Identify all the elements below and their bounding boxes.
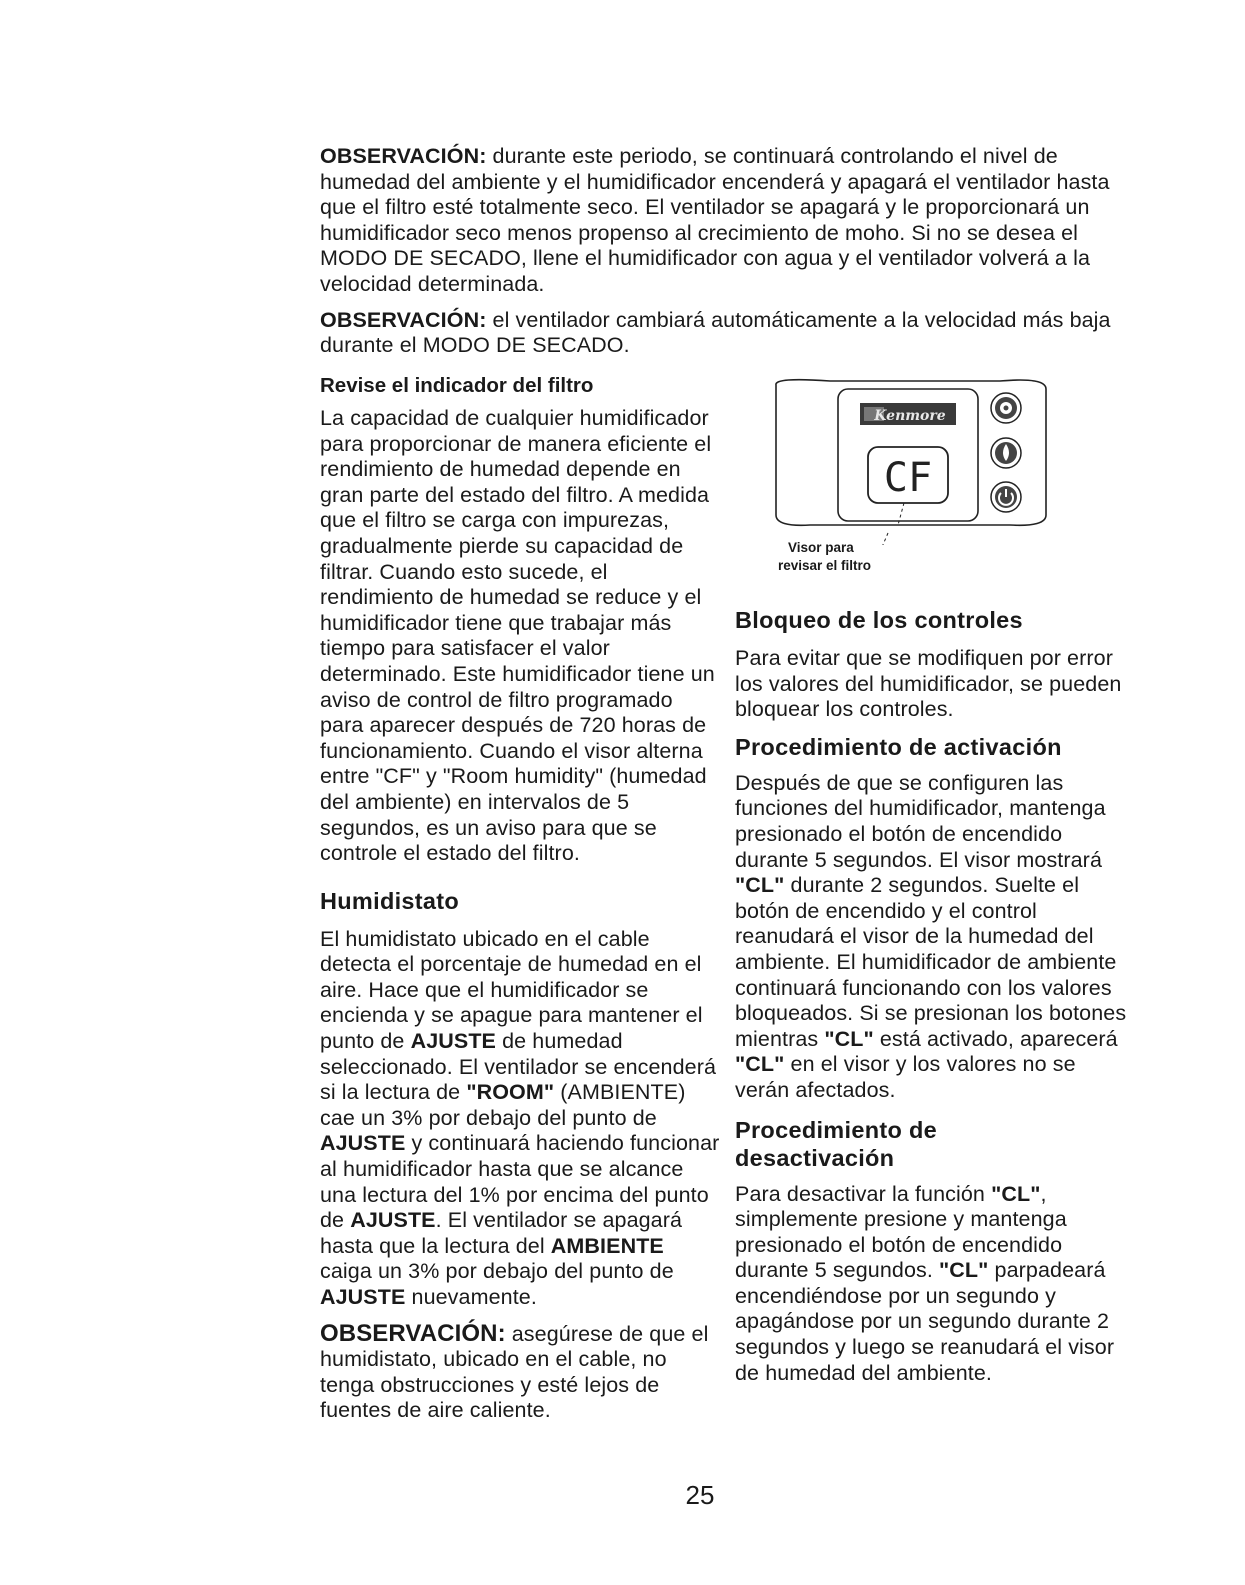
note-text: durante este periodo, se continuará controlando el nivel de humedad del ambiente y el humidificador encenderá y apagará el ventilador hasta que el filtro esté totalmente seco. El ventilador se apagará y le proporcionará un humidificador seco menos propenso al crecimiento de moho. Si no se desea el MODO DE SECADO, llene el humidificador con agua y el ventilador volverá a la velocidad determinada. — [320, 144, 1110, 296]
fan-icon — [991, 393, 1021, 423]
text-run: durante 2 segundos. Suelte el botón de encendido y el control reanudará el visor de la humedad del ambiente. El humidificador de ambiente continuará funcionando con los valores bloqueados. Si se presionan los botones mientras — [735, 873, 1127, 1051]
humidistat-heading: Humidistato — [320, 887, 460, 914]
control-panel-drawing — [770, 375, 1070, 545]
filter-indicator-body: La capacidad de cualquier humidificador para proporcionar de manera eficiente el rendimiento de humedad depende en gran parte del estado del filtro. A medida que el filtro se carga con impurezas, gradualmente pierde su capacidad de filtrar. Cuando esto sucede, el rendimiento de humedad se reduce y el humidificador tiene que trabajar más tiempo para satisfacer el valor determinado. Este humidificador tiene un aviso de control de filtro programado para aparecer después de 720 horas de funcionamiento. Cuando el visor alterna entre "CF" y "Room humidity" (humedad del ambiente) en intervalos de 5 segundos, es un aviso para que se controle el estado del filtro. — [320, 406, 715, 866]
bold-run: "CL" — [939, 1258, 989, 1283]
text-run: Después de que se configuren las funciones del humidificador, mantenga presionado el botón de encendido durante 5 segundos. El visor mostrará — [735, 770, 1106, 872]
lock-heading: Bloqueo de los controles — [735, 607, 1023, 633]
figure-caption-line2: revisar el filtro — [778, 558, 872, 573]
deactivation-heading — [735, 1116, 1135, 1172]
bold-run: "CL" — [735, 1052, 785, 1077]
bold-run: "CL" — [735, 873, 785, 898]
text-run: . El ventilador se apagará hasta que la lectura del — [320, 1208, 683, 1258]
bold-run: AJUSTE — [410, 1029, 497, 1054]
note-label: OBSERVACIÓN: — [320, 1319, 506, 1347]
text-run: (AMBIENTE) cae un 3% por debajo del punto de — [320, 1080, 686, 1130]
top-notes — [320, 144, 1140, 369]
bold-run: AJUSTE — [320, 1285, 406, 1309]
figure-caption-line1: Visor para — [788, 540, 854, 555]
text-run: El humidistato ubicado en el cable detecta el porcentaje de humedad en el aire. Hace que el humidificador se encienda y se apague para mantener el punto de — [320, 926, 703, 1054]
text-run: parpadeará encendiéndose por un segundo y apagándose por un segundo durante 2 segundos y luego se reanudará el visor de humedad del ambiente. — [735, 1258, 1115, 1385]
activation-heading: Procedimiento de activación — [735, 733, 1062, 760]
text-run: y continuará haciendo funcionar al humidificador hasta que se alcance una lectura del 1% por encima del punto de — [320, 1131, 720, 1233]
bold-run: "CL" — [824, 1026, 874, 1051]
filter-indicator-heading: Revise el indicador del filtro — [320, 374, 594, 397]
power-icon — [991, 482, 1021, 512]
deactivation-body — [735, 1182, 1135, 1387]
bold-run: "CL" — [991, 1181, 1041, 1206]
text-run: caiga un 3% por debajo del punto de — [320, 1259, 674, 1284]
lock-body: Para evitar que se modifiquen por error los valores del humidificador, se pueden bloquear los controles. — [735, 646, 1122, 722]
bold-run: AMBIENTE — [550, 1233, 664, 1258]
right-column — [735, 606, 1135, 1386]
left-column — [320, 373, 720, 1424]
heading-line: desactivación — [735, 1144, 895, 1171]
text-run: , simplemente presione y mantenga presionado el botón de encendido durante 5 segundos. — [735, 1181, 1067, 1283]
text-run: de humedad seleccionado. El ventilador se encenderá si la lectura de — [320, 1029, 717, 1105]
bold-run: "ROOM" — [466, 1080, 555, 1105]
display-text: CF — [883, 455, 933, 501]
page-number: 25 — [685, 1480, 715, 1510]
brand-text: Kenmore — [874, 408, 946, 424]
control-panel-figure — [770, 375, 1070, 585]
brand-logo — [860, 403, 956, 425]
text-run: nuevamente. — [405, 1285, 537, 1309]
drying-mode-note — [320, 144, 1140, 298]
bold-run: AJUSTE — [320, 1131, 406, 1156]
activation-body — [735, 771, 1135, 1104]
heading-line: Procedimiento de — [735, 1116, 937, 1143]
note-text: asegúrese de que el humidistato, ubicado en el cable, no tenga obstrucciones y esté lejos de fuentes de aire caliente. — [320, 1321, 709, 1423]
note-label: OBSERVACIÓN: — [320, 144, 487, 168]
note-label: OBSERVACIÓN: — [320, 307, 487, 332]
note-text: el ventilador cambiará automáticamente a la velocidad más baja durante el MODO DE SECADO. — [320, 307, 1111, 358]
bold-run: AJUSTE — [350, 1208, 436, 1233]
fan-speed-note — [320, 308, 1140, 359]
humidistat-note — [320, 1321, 720, 1424]
text-run: Para desactivar la función — [735, 1181, 992, 1206]
humidity-icon — [991, 438, 1021, 468]
humidistat-body — [320, 927, 720, 1311]
text-run: en el visor y los valores no se verán afectados. — [735, 1052, 1076, 1102]
text-run: está activado, aparecerá — [873, 1026, 1118, 1051]
